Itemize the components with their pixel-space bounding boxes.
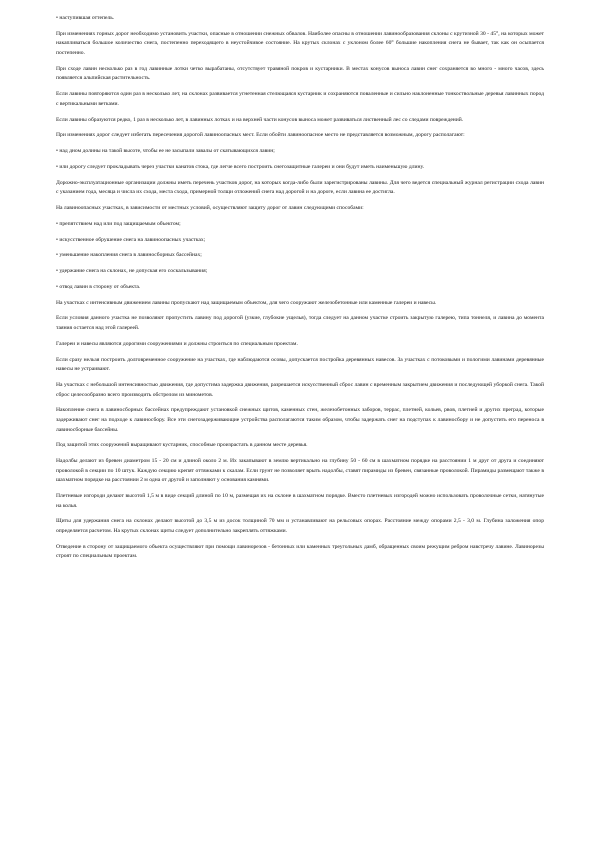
paragraph: На участках с небольшой интенсивностью движения, где допустима задержка движения, разрешается искусственный сброс лавин с временным закрытием движения и последующей уборкой снега. Такой сброс целесообразно всего производить обстрелом из минометов. [56, 382, 544, 398]
paragraph: • отвод лавин в сторону от объекта. [56, 283, 141, 290]
paragraph: • уменьшение накопления снега в лавиносборных бассейнах; [56, 252, 202, 259]
paragraph: Если сразу нельзя построить долговременное сооружение на участках, где наблюдаются осовы, допускается постройка деревянных навесов. За участках с потоковыми и пологими лавинами деревянные навесы не устраивают. [56, 356, 544, 373]
paragraph: Отведение в сторону от защищаемого объекта осуществляют при помощи лавинорезов - бетонных или каменных треугольных дамб, обращенных своим режущим ребром навстречу лавине. Лавинорезы строят по специальным проектам. [56, 543, 544, 560]
paragraph: • над дном долины на такой высоте, чтобы ее не засыпали завалы от скатывающихся лавин; [56, 148, 275, 155]
paragraph: Накопление снега в лавиносборных бассейнах предупреждают установкой снежных щитов, каменных стен, железобетонных заборов, террас, плетней, кольев, рвов, плетней и других преград, которые задерживают снег на подходе к лавиносбору. Все эти снегозадерживающие устройства располагаются таким образом, чтобы задержать снег на подступах к лавиносбору и не допустить его переноса в лавиносборные бассейны. [56, 407, 544, 433]
document-page [56, 14, 544, 568]
paragraph: Плетневые изгороди делают высотой 1,5 м в виде секций длиной по 10 м, размещая их на склоне в шахматном порядке. Вместо плетневых изгородей можно использовать проволочные сетки, натянутые на колья. [56, 493, 544, 509]
paragraph: Щиты для удержания снега на склонах делают высотой до 3,5 м из досок толщиной 70 мм и устанавливают на рельсовых опорах. Расстояние между опорами 2,5 - 3,0 м. Глубина заложения опор определяется расчетом. На крутых склонах щиты следует дополнительно закреплять оттяжками. [56, 518, 544, 535]
paragraph: Если лавины повторяются один раз в несколько лет, на склонах развивается угнетенная стелющаяся кустарник и сохраняются поваленные и сильно наклоненные тонкоствольные деревья лавинных пород с вертикальными ветками. [56, 91, 544, 107]
paragraph: На участках с интенсивным движением лавины пропускают над защищаемым объектом, для чего сооружают железобетонные или каменные галереи и навесы. [56, 299, 437, 306]
paragraph: • удержание снега на склонах, не допуская его соскальзывания; [56, 268, 208, 275]
paragraph: • искусственное обрушение снега на лавиноопасных участках; [56, 236, 206, 243]
paragraph: На лавиноопасных участках, в зависимости от местных условий, осуществляют защиту дорог от лавин следующими способами: [56, 205, 364, 211]
paragraph: При изменениях дорог следует избегать пересечения дорогой лавиноопасных мест. Если обойти лавиноопасное место не представляется возможным, дорогу располагают: [56, 132, 465, 139]
paragraph: Если лавины образуются редко, 1 раз в несколько лет, в лавинных лотках и на верхней части конусов выноса может развиваться лиственный лес со следами повреждений. [56, 116, 464, 123]
paragraph: • или дорогу следует прокладывать через участки канатов стока, где легче всего построить снегозащитные галереи и они будут иметь наименьшую длину. [56, 163, 425, 170]
paragraph: Дорожно-эксплуатационные организации должны иметь перечень участков дорог, на которых когда-либо были зарегистрированы лавины. Для чего ведется специальный журнал регистрации схода лавин с указанием года, месяца и числа их схода, места схода, примерной толщи отложений снега над дорогой и на дороге, если лавина ее достигла. [56, 179, 544, 196]
paragraph: Надолбы делают из бревен диаметром 15 - 20 см и длиной около 2 м. Их закапывают в землю вертикально на глубину 50 - 60 см в шахматном порядке на расстоянии 1 м друг от друга и соединяют проволокой в секции по 10 штук. Каждую секцию крепят оттяжками к скалам. Если грунт не позволяет врыть надолбы, ставят пирамиды из бревен, связанные проволокой. Пирамиды размещают также в шахматном порядке на расстоянии 2 м одна от другой и заполняют у основания камнями. [56, 458, 544, 484]
paragraph: Под защитой этих сооружений выращивают кустарник, способные произрастать в данном месте деревья. [56, 442, 308, 449]
paragraph: • препятствием над или под защищаемым объектом; [56, 220, 181, 227]
paragraph: При изменениях горных дорог необходимо установить участки, опасные в отношении снежных обвалов. Наиболее опасны в отношении лавинообразования склоны с крутизной 30 - 45°, на которых может накапливаться большое количество снега, постепенно переходящего в неустойчивое состояние. На крутых склонах с уклоном более 60° большие накопления снега не бывает, так как он осыпается постепенно. [56, 30, 544, 56]
paragraph: Если условия данного участка не позволяют пропустить лавину под дорогой (узкие, глубокие ущелья), тогда следует на данном участке строить закрытую галерею, типа тоннеля, и лавина до момента таяния остается над этой галереей. [56, 315, 544, 332]
paragraph: • наступившая оттепель. [56, 15, 115, 21]
paragraph: Галереи и навесы являются дорогими сооружениями и должны строиться по специальным проектам. [56, 340, 298, 347]
paragraph: При сходе лавин несколько раз в год лавинные лотки четко вырабатаны, отсутствует травяной покров и кустарники. В местах конусов выноса лавин снег сохраняется во много - много часов, здесь появляется альпийская растительность. [56, 65, 544, 82]
